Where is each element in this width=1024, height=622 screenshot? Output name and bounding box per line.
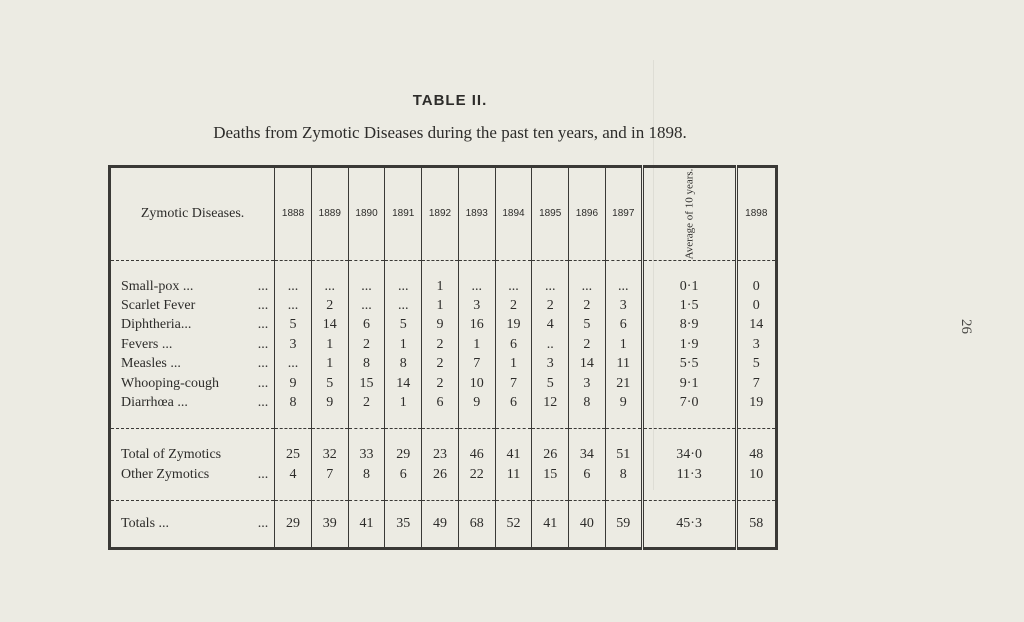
- year-value-cell: 9: [458, 393, 495, 412]
- spacer-cell: [458, 260, 495, 277]
- year-value-cell: ...: [532, 277, 569, 296]
- spacer-cell: [458, 429, 495, 446]
- average-value-cell: 8·9: [642, 315, 736, 334]
- year-value-cell: ...: [275, 277, 312, 296]
- disease-name: Measles ...: [121, 356, 181, 372]
- year-value-cell: 59: [605, 501, 642, 549]
- dot-leader: ...: [257, 298, 269, 314]
- year-1898-value-cell: 58: [736, 501, 776, 549]
- disease-name-cell: [110, 335, 275, 354]
- year-value-cell: 6: [348, 315, 385, 334]
- year-header: 1895: [532, 167, 569, 261]
- disease-header: [110, 167, 275, 261]
- spacer-cell: [348, 260, 385, 277]
- year-header: 1891: [385, 167, 422, 261]
- year-1898-value-cell: 10: [736, 465, 776, 484]
- spacer-cell: [605, 429, 642, 446]
- table-row: [110, 465, 777, 484]
- year-value-cell: 1: [495, 354, 532, 373]
- spacer-cell: [532, 429, 569, 446]
- table-row: [110, 373, 777, 392]
- dot-leader: ...: [257, 466, 269, 482]
- header-row: [110, 167, 777, 261]
- year-value-cell: 39: [311, 501, 348, 549]
- disease-name-cell: [110, 277, 275, 296]
- spacer-cell: [642, 429, 736, 446]
- year-value-cell: 26: [422, 465, 459, 484]
- dot-leader: ...: [257, 375, 269, 391]
- spacer-cell: [275, 412, 312, 429]
- spacer-cell: [642, 260, 736, 277]
- table-row: [110, 277, 777, 296]
- spacer-cell: [422, 484, 459, 501]
- year-header: 1894: [495, 167, 532, 261]
- spacer-cell: [110, 260, 275, 277]
- spacer-cell: [422, 429, 459, 446]
- year-1898-value-cell: 0: [736, 277, 776, 296]
- spacer-cell: [736, 412, 776, 429]
- year-value-cell: 4: [275, 465, 312, 484]
- spacer-cell: [311, 429, 348, 446]
- year-value-cell: 1: [385, 393, 422, 412]
- spacer-cell: [385, 484, 422, 501]
- year-value-cell: 7: [495, 373, 532, 392]
- average-value-cell: 1·5: [642, 296, 736, 315]
- year-header: 1888: [275, 167, 312, 261]
- year-value-cell: ...: [275, 354, 312, 373]
- year-value-cell: ...: [495, 277, 532, 296]
- year-value-cell: 1: [458, 335, 495, 354]
- year-value-cell: 41: [348, 501, 385, 549]
- year-value-cell: 6: [385, 465, 422, 484]
- average-value-cell: 34·0: [642, 445, 736, 464]
- year-value-cell: 2: [348, 335, 385, 354]
- spacer-cell: [605, 484, 642, 501]
- year-header: 1896: [569, 167, 606, 261]
- dot-leader: ...: [257, 516, 269, 531]
- year-value-cell: 3: [605, 296, 642, 315]
- year-value-cell: 26: [532, 445, 569, 464]
- zymotic-deaths-table: [108, 165, 778, 550]
- year-value-cell: 8: [348, 354, 385, 373]
- table-row: [110, 354, 777, 373]
- spacer-cell: [736, 429, 776, 446]
- average-value-cell: 7·0: [642, 393, 736, 412]
- year-header: 1897: [605, 167, 642, 261]
- year-value-cell: 11: [495, 465, 532, 484]
- year-value-cell: 2: [569, 335, 606, 354]
- year-1898-value-cell: 0: [736, 296, 776, 315]
- year-value-cell: 25: [275, 445, 312, 464]
- year-value-cell: 8: [348, 465, 385, 484]
- year-value-cell: 6: [495, 393, 532, 412]
- average-header-label: Average of 10 years.: [683, 168, 696, 260]
- year-value-cell: 14: [385, 373, 422, 392]
- spacer-cell: [422, 412, 459, 429]
- year-value-cell: 7: [311, 465, 348, 484]
- year-value-cell: 29: [275, 501, 312, 549]
- table-row: [110, 445, 777, 464]
- year-value-cell: 12: [532, 393, 569, 412]
- spacer-cell: [348, 429, 385, 446]
- year-value-cell: 46: [458, 445, 495, 464]
- year-header: 1893: [458, 167, 495, 261]
- average-value-cell: 45·3: [642, 501, 736, 549]
- year-header: 1892: [422, 167, 459, 261]
- year-value-cell: ...: [605, 277, 642, 296]
- spacer-cell: [110, 412, 275, 429]
- year-value-cell: 21: [605, 373, 642, 392]
- dot-leader: ...: [257, 356, 269, 372]
- disease-name: Diphtheria...: [121, 317, 192, 333]
- year-value-cell: 3: [569, 373, 606, 392]
- spacer-cell: [110, 484, 275, 501]
- spacer-cell: [385, 260, 422, 277]
- year-value-cell: 68: [458, 501, 495, 549]
- disease-name-cell: [110, 501, 275, 549]
- year-header: 1889: [311, 167, 348, 261]
- year-value-cell: 2: [422, 335, 459, 354]
- disease-name-cell: [110, 393, 275, 412]
- spacer-cell: [110, 429, 275, 446]
- spacer-cell: [385, 412, 422, 429]
- disease-name-cell: [110, 465, 275, 484]
- spacer-cell: [495, 412, 532, 429]
- year-value-cell: 1: [385, 335, 422, 354]
- year-1898-header: 1898: [736, 167, 776, 261]
- year-value-cell: 3: [458, 296, 495, 315]
- year-value-cell: 5: [569, 315, 606, 334]
- year-value-cell: 1: [311, 354, 348, 373]
- year-value-cell: 33: [348, 445, 385, 464]
- year-value-cell: 2: [495, 296, 532, 315]
- table-title: TABLE II.: [412, 92, 488, 109]
- disease-name-cell: [110, 373, 275, 392]
- disease-name: Totals ...: [121, 516, 170, 531]
- year-value-cell: 19: [495, 315, 532, 334]
- disease-name: Fevers ...: [121, 336, 173, 352]
- year-1898-value-cell: 19: [736, 393, 776, 412]
- year-value-cell: ...: [348, 277, 385, 296]
- year-value-cell: 6: [605, 315, 642, 334]
- year-value-cell: 1: [422, 277, 459, 296]
- year-value-cell: 9: [275, 373, 312, 392]
- year-value-cell: 2: [422, 354, 459, 373]
- spacer-cell: [642, 484, 736, 501]
- year-value-cell: ...: [311, 277, 348, 296]
- year-value-cell: 5: [275, 315, 312, 334]
- year-value-cell: 15: [348, 373, 385, 392]
- dot-leader: ...: [257, 317, 269, 333]
- spacer-cell: [532, 484, 569, 501]
- spacer-cell: [569, 484, 606, 501]
- disease-name-cell: [110, 354, 275, 373]
- year-value-cell: ...: [275, 296, 312, 315]
- year-value-cell: 1: [422, 296, 459, 315]
- spacer-row: [110, 429, 777, 446]
- spacer-row: [110, 260, 777, 277]
- spacer-cell: [458, 484, 495, 501]
- year-value-cell: 7: [458, 354, 495, 373]
- year-header: 1890: [348, 167, 385, 261]
- year-value-cell: 4: [532, 315, 569, 334]
- year-value-cell: 3: [532, 354, 569, 373]
- spacer-cell: [385, 429, 422, 446]
- disease-header-label: Zymotic Diseases.: [140, 205, 245, 221]
- year-value-cell: ...: [458, 277, 495, 296]
- spacer-cell: [495, 260, 532, 277]
- year-value-cell: 8: [385, 354, 422, 373]
- year-value-cell: 16: [458, 315, 495, 334]
- average-value-cell: 9·1: [642, 373, 736, 392]
- year-value-cell: 32: [311, 445, 348, 464]
- disease-name: Scarlet Fever: [121, 298, 196, 314]
- table-row: [110, 501, 777, 549]
- year-value-cell: ..: [532, 335, 569, 354]
- year-value-cell: ...: [348, 296, 385, 315]
- year-value-cell: 9: [605, 393, 642, 412]
- year-value-cell: 3: [275, 335, 312, 354]
- year-value-cell: ...: [385, 296, 422, 315]
- spacer-cell: [422, 260, 459, 277]
- table-row: [110, 315, 777, 334]
- average-value-cell: 1·9: [642, 335, 736, 354]
- year-1898-value-cell: 3: [736, 335, 776, 354]
- year-value-cell: 9: [422, 315, 459, 334]
- disease-name-cell: [110, 296, 275, 315]
- year-value-cell: 9: [311, 393, 348, 412]
- table-row: [110, 296, 777, 315]
- disease-name: Small-pox ...: [121, 278, 194, 294]
- spacer-cell: [458, 412, 495, 429]
- average-value-cell: 0·1: [642, 277, 736, 296]
- spacer-cell: [736, 260, 776, 277]
- year-value-cell: 23: [422, 445, 459, 464]
- year-1898-value-cell: 14: [736, 315, 776, 334]
- year-value-cell: 6: [495, 335, 532, 354]
- disease-name: Other Zymotics: [121, 466, 210, 482]
- spacer-cell: [495, 484, 532, 501]
- disease-name-cell: [110, 315, 275, 334]
- spacer-cell: [532, 260, 569, 277]
- spacer-cell: [275, 429, 312, 446]
- average-header: [642, 167, 736, 261]
- year-value-cell: 1: [311, 335, 348, 354]
- year-value-cell: 2: [532, 296, 569, 315]
- table-row: [110, 335, 777, 354]
- year-value-cell: 8: [569, 393, 606, 412]
- year-1898-value-cell: 48: [736, 445, 776, 464]
- dot-leader: ...: [257, 278, 269, 294]
- spacer-row: [110, 484, 777, 501]
- year-value-cell: 8: [275, 393, 312, 412]
- year-value-cell: 1: [605, 335, 642, 354]
- year-1898-value-cell: 5: [736, 354, 776, 373]
- spacer-row: [110, 412, 777, 429]
- spacer-cell: [311, 260, 348, 277]
- year-value-cell: 6: [422, 393, 459, 412]
- year-value-cell: 2: [311, 296, 348, 315]
- disease-name-cell: [110, 445, 275, 464]
- spacer-cell: [348, 484, 385, 501]
- year-value-cell: 35: [385, 501, 422, 549]
- dot-leader: ...: [257, 336, 269, 352]
- year-value-cell: ...: [385, 277, 422, 296]
- year-value-cell: 14: [311, 315, 348, 334]
- year-value-cell: 5: [385, 315, 422, 334]
- year-value-cell: 34: [569, 445, 606, 464]
- year-value-cell: 41: [495, 445, 532, 464]
- year-value-cell: 8: [605, 465, 642, 484]
- spacer-cell: [642, 412, 736, 429]
- table-subtitle: Deaths from Zymotic Diseases during the past ten years, and in 1898.: [213, 123, 687, 142]
- spacer-cell: [275, 484, 312, 501]
- spacer-cell: [311, 412, 348, 429]
- year-value-cell: 40: [569, 501, 606, 549]
- page-number: 26: [958, 319, 974, 334]
- year-value-cell: 10: [458, 373, 495, 392]
- spacer-cell: [532, 412, 569, 429]
- spacer-cell: [495, 429, 532, 446]
- spacer-cell: [569, 412, 606, 429]
- year-value-cell: 51: [605, 445, 642, 464]
- year-value-cell: ...: [569, 277, 606, 296]
- year-value-cell: 52: [495, 501, 532, 549]
- year-value-cell: 15: [532, 465, 569, 484]
- spacer-cell: [275, 260, 312, 277]
- year-value-cell: 11: [605, 354, 642, 373]
- spacer-cell: [605, 412, 642, 429]
- table-body: [110, 260, 777, 549]
- disease-name: Whooping-cough: [121, 375, 219, 391]
- dot-leader: ...: [257, 394, 269, 410]
- table-row: [110, 393, 777, 412]
- spacer-cell: [569, 429, 606, 446]
- year-value-cell: 6: [569, 465, 606, 484]
- year-value-cell: 29: [385, 445, 422, 464]
- disease-name: Diarrhœa ...: [121, 394, 188, 410]
- year-value-cell: 14: [569, 354, 606, 373]
- year-1898-value-cell: 7: [736, 373, 776, 392]
- year-value-cell: 22: [458, 465, 495, 484]
- year-value-cell: 2: [422, 373, 459, 392]
- year-value-cell: 2: [569, 296, 606, 315]
- average-value-cell: 5·5: [642, 354, 736, 373]
- year-value-cell: 49: [422, 501, 459, 549]
- spacer-cell: [605, 260, 642, 277]
- year-value-cell: 5: [311, 373, 348, 392]
- year-value-cell: 41: [532, 501, 569, 549]
- average-value-cell: 11·3: [642, 465, 736, 484]
- year-value-cell: 5: [532, 373, 569, 392]
- spacer-cell: [311, 484, 348, 501]
- spacer-cell: [736, 484, 776, 501]
- spacer-cell: [348, 412, 385, 429]
- year-value-cell: 2: [348, 393, 385, 412]
- disease-name: Total of Zymotics: [121, 447, 222, 463]
- spacer-cell: [569, 260, 606, 277]
